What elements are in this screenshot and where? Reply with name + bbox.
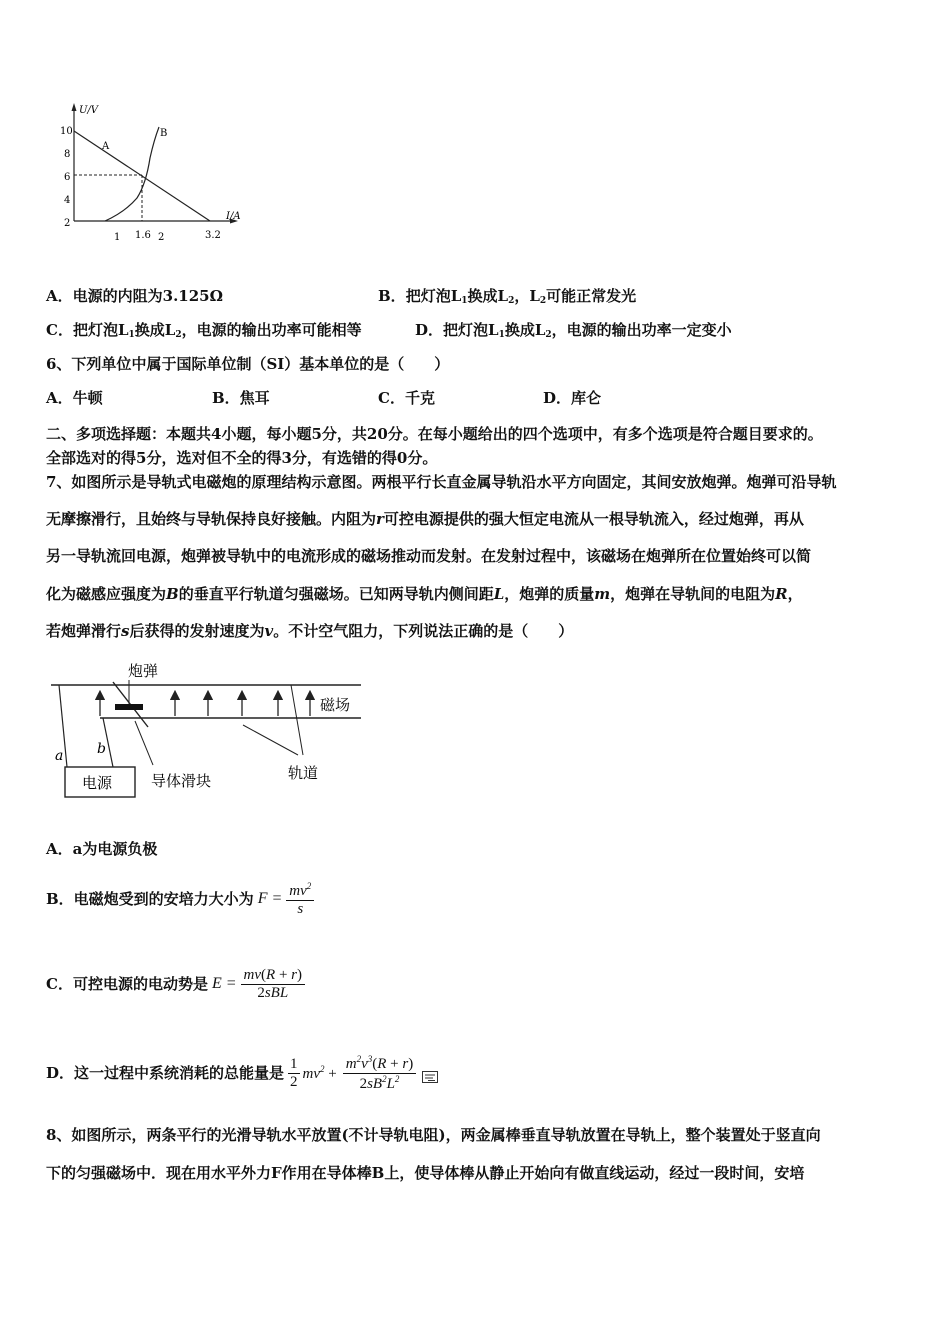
u-i-graph <box>55 100 245 250</box>
q7-line2: 无摩擦滑行，且始终与导轨保持良好接触。内阻为r可控电源提供的强大恒定电流从一根导轨流入，经过炮弹，再从 <box>46 510 804 528</box>
fraction-b: $\frac{mv^2}{s}$ <box>286 881 314 918</box>
q7-line1: 7、如图所示是导轨式电磁炮的原理结构示意图。两根平行长直金属导轨沿水平方向固定，其间安放炮弹。炮弹可沿导轨 <box>46 473 837 491</box>
curve-b-label: B <box>160 128 168 139</box>
power-source-label: 电源 <box>82 774 113 792</box>
q6-option-c[interactable]: C．千克 <box>378 389 435 407</box>
fraction-c: mv(R + r) 2sBL <box>241 967 305 1002</box>
y-tick-label: 10 <box>60 126 73 137</box>
q7-option-d[interactable]: D．这一过程中系统消耗的总能量是 1 2 $mv^2$ + $\frac{m^2v^3(R + r)}{2sB^2L^2}$ <box>46 1042 438 1104</box>
curve-b <box>105 127 159 221</box>
slider-label: 导体滑块 <box>151 772 212 790</box>
q5-option-b[interactable]: B．把灯泡$L_1$换成$L_2$，$L_2$可能正常发光 <box>378 287 637 306</box>
section2-line2: 全部选对的得5分，选对但不全的得3分，有选错的得0分。 <box>46 449 438 467</box>
y-axis-arrow-icon <box>72 103 77 111</box>
x-tick-label: 3.2 <box>205 230 221 241</box>
formula-c: E = <box>211 975 237 992</box>
slider-pointer <box>135 721 153 765</box>
q7-line5: 若炮弹滑行s后获得的发射速度为v。不计空气阻力，下列说法正确的是（ ） <box>46 622 574 640</box>
q7-line4: 化为磁感应强度为B的垂直平行轨道匀强磁场。已知两导轨内侧间距L，炮弹的质量m，炮弹在导轨间的电阻为R， <box>46 585 803 603</box>
y-tick-label: 2 <box>64 218 71 229</box>
x-tick-label: 2 <box>158 232 165 243</box>
y-tick-label: 8 <box>64 149 71 160</box>
x-axis-label: I/A <box>226 211 241 222</box>
railgun-figure <box>45 655 375 805</box>
y-tick-label: 6 <box>64 172 71 183</box>
y-axis-label: U/V <box>79 105 99 116</box>
section2-line1: 二、多项选择题：本题共4小题，每小题5分，共20分。在每小题给出的四个选项中，有多个选项是符合题目要求的。 <box>46 425 823 443</box>
q7-line3: 另一导轨流回电源，炮弹被导轨中的电流形成的磁场推动而发射。在发射过程中，该磁场在炮弹所在位置始终可以简 <box>46 547 812 565</box>
track-pointer-2 <box>243 725 298 755</box>
q5-option-c[interactable]: C．把灯泡$L_1$换成$L_2$，电源的输出功率可能相等 <box>46 321 362 340</box>
curve-a-label: A <box>102 141 110 152</box>
x-tick-label: 1 <box>114 232 121 243</box>
keyboard-icon <box>422 1071 438 1083</box>
formula-b: F = <box>257 890 283 907</box>
wire-b-label: b <box>97 741 106 757</box>
q6-option-b[interactable]: B．焦耳 <box>212 389 270 407</box>
shell-label: 炮弹 <box>128 662 159 680</box>
shell <box>115 704 143 710</box>
q5-option-d[interactable]: D．把灯泡$L_1$换成$L_2$，电源的输出功率一定变小 <box>415 321 732 340</box>
field-label: 磁场 <box>320 696 351 714</box>
y-tick-label: 4 <box>64 195 71 206</box>
q8-line1: 8、如图所示，两条平行的光滑导轨水平放置(不计导轨电阻)，两金属棒垂直导轨放置在导轨上，整个装置处于竖直向 <box>46 1126 821 1144</box>
wire-a-label: a <box>55 748 64 764</box>
q6-option-d[interactable]: D．库仑 <box>543 389 602 407</box>
q5-option-a[interactable]: A．电源的内阻为3.125Ω <box>46 287 223 305</box>
q8-line2: 下的匀强磁场中．现在用水平外力F作用在导体棒B上，使导体棒从静止开始向有做直线运动，经过一段时间，安培 <box>46 1164 805 1182</box>
q7-option-a[interactable]: A．a为电源负极 <box>46 840 158 858</box>
fraction-d: $\frac{m^2v^3(R + r)}{2sB^2L^2}$ <box>343 1054 417 1093</box>
track-pointer-1 <box>291 685 303 755</box>
q6-option-a[interactable]: A．牛顿 <box>46 389 103 407</box>
track-label: 轨道 <box>288 764 319 782</box>
fraction-half: 1 2 <box>290 1055 298 1090</box>
q6-stem: 6、下列单位中属于国际单位制（SI）基本单位的是（ ） <box>46 355 450 373</box>
q7-option-c[interactable]: C．可控电源的电动势是 E = mv(R + r) 2sBL <box>46 956 305 1012</box>
q7-option-b[interactable]: B．电磁炮受到的安培力大小为 F = $\frac{mv^2}{s}$ <box>46 872 314 926</box>
x-tick-label: 1.6 <box>135 230 151 241</box>
